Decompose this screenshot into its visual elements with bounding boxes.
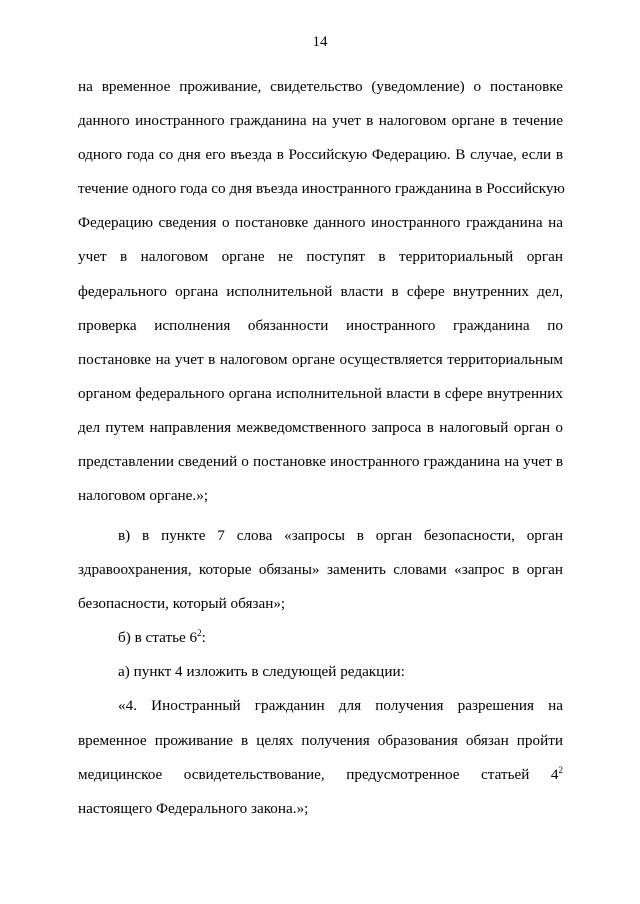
text-line: Федерацию сведения о постановке данного иностранного гражданина на [78,214,563,232]
superscript: 2 [558,764,563,775]
text-line: а) пункт 4 изложить в следующей редакции: [118,663,405,681]
article-reference-text: б) в статье 6 [118,629,198,647]
text-line: дел путем направления межведомственного запроса в налоговый орган о [78,418,563,436]
text-line [78,621,563,655]
text-line: безопасности, который обязан»; [78,595,286,613]
text-line: течение одного года со дня въезда иностранного гражданина в Российскую [78,180,565,198]
text-line: учет в налоговом органе не поступят в территориальный орган [78,248,563,266]
punctuation: : [201,629,206,647]
text-line: «4. Иностранный гражданин для получения разрешения на [118,697,563,715]
text-line: федерального органа исполнительной власти в сфере внутренних дел, [78,282,563,300]
article-reference-text: медицинское освидетельствование, предусмотренное статьей 4 [78,765,559,783]
text-line: здравоохранения, которые обязаны» заменить словами «запрос в орган [78,561,563,579]
text-line [78,758,563,792]
text-line: данного иностранного гражданина на учет в налоговом органе в течение [78,112,563,130]
text-line: в) в пункте 7 слова «запросы в орган безопасности, орган [118,527,563,544]
text-line: представлении сведений о постановке иностранного гражданина на учет в [78,453,563,471]
superscript: 2 [197,628,202,639]
page-number: 14 [312,34,328,50]
paragraph-block-2 [78,519,563,826]
text-line: проверка исполнения обязанности иностранного гражданина по [78,316,563,334]
text-line: одного года со дня его въезда в Российскую Федерацию. В случае, если в [78,146,563,164]
text-line: органом федерального органа исполнительной власти в сфере внутренних [78,384,563,402]
text-line: временное проживание в целях получения образования обязан пройти [78,731,563,749]
paragraph-block-1 [78,70,563,513]
text-line: настоящего Федерального закона.»; [78,799,309,817]
text-line: налоговом органе.»; [78,487,209,505]
text-line: постановке на учет в налоговом органе осуществляется территориальным [78,350,563,368]
text-line: на временное проживание, свидетельство (уведомление) о постановке [78,78,563,95]
